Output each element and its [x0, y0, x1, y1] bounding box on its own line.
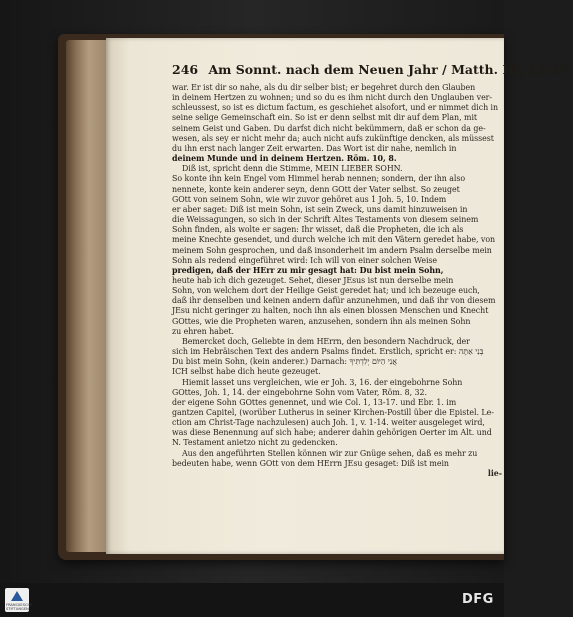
- page-text-body: [172, 83, 502, 539]
- text-line: daß ihr denselben und keinen andern dafür anzunehmen, und daß ihr von diesem: [172, 296, 496, 306]
- text-line: er aber saget: Diß ist mein Sohn, ist sein Zweck, uns damit hinzuweisen in: [172, 204, 468, 214]
- text-line: So konte ihn kein Engel vom Himmel herab nennen; sondern, der ihn also: [172, 174, 466, 184]
- text-line: bedeuten habe, wenn GOtt von dem HErrn JEsu gesaget: Diß ist mein: [172, 458, 449, 468]
- text-line: meinem Sohn gesprochen, und daß insonderheit im andern Psalm derselbe mein: [172, 245, 492, 255]
- text-line: nennete, konte kein anderer seyn, denn GOtt der Vater selbst. So zeuget: [172, 184, 460, 194]
- text-line: heute hab ich dich gezeuget. Sehet, dieser JEsus ist nun derselbe mein: [172, 275, 454, 285]
- text-line: Bemercket doch, Geliebte in dem HErrn, den besondern Nachdruck, der: [182, 336, 470, 346]
- text-line: Du bist mein Sohn, (kein anderer.) Darnach: אֲנִי הַיּוֹם יְלִדְתִּיךָ: [172, 357, 397, 367]
- text-line: ICH selbst habe dich heute gezeuget.: [172, 367, 321, 377]
- dfg-logo: DFG: [462, 592, 494, 607]
- text-line: GOttes, wie die Propheten waren, anzusehen, sondern ihn als meinen Sohn: [172, 316, 471, 326]
- text-line: seine selige Gemeinschaft ein. So ist er denn selbst mit dir auf dem Plan, mit: [172, 113, 478, 123]
- text-line: wesen, als sey er nicht mehr da; auch nicht aufs zukünftige dencken, als müssest: [172, 133, 494, 143]
- text-line: meine Knechte gesendet, und durch welche ich mit den Vätern geredet habe, von: [172, 235, 496, 245]
- text-line: Sohn finden, als wolte er sagen: Ihr wisset, daß die Propheten, die ich als: [172, 225, 464, 235]
- viewer-footer-bar: [0, 583, 504, 617]
- text-line: seinem Geist und Gaben. Du darfst dich nicht bekümmern, daß er schon da ge-: [172, 123, 486, 133]
- running-header: [172, 62, 573, 82]
- text-line: GOtt von seinem Sohn, wie wir zuvor gehöret aus 1 Joh. 5, 10. Indem: [172, 194, 447, 204]
- text-line: Sohn, von welchem dort der Heilige Geist geredet hat; und ich bezeuge euch,: [172, 286, 480, 296]
- text-line: deinem Munde und in deinem Hertzen. Röm. 10, 8.: [172, 154, 397, 164]
- text-line: Diß ist, spricht denn die Stimme, MEIN LIEBER SOHN.: [182, 164, 403, 174]
- text-line: war. Er ist dir so nahe, als du dir selber bist; er begehret durch den Glauben: [172, 83, 476, 92]
- text-line: Sohn als redend eingeführet wird: Ich will von einer solchen Weise: [172, 255, 438, 265]
- text-line: GOttes, Joh. 1, 14. der eingebohrne Sohn vom Vater, Röm. 8, 32.: [172, 387, 427, 397]
- text-line: in deinem Hertzen zu wohnen; und so du es ihm nicht durch den Unglauben ver-: [172, 93, 493, 103]
- text-line: schleussest, so ist es dictum factum, es geschiehet alsofort, und er nimmet dich in: [172, 103, 499, 113]
- running-head-title: Am Sonnt. nach dem Neuen Jahr / Matth. III, 13-17.: [208, 62, 573, 77]
- text-line: du ihn erst nach langer Zeit erwarten. Das Wort ist dir nahe, nemlich in: [172, 143, 457, 153]
- text-line: ction am Christ-Tage nachzulesen) auch Joh. 1, v. 1-14. weiter ausgeleget wird,: [172, 418, 485, 428]
- text-line: die Weissagungen, so sich in der Schrift Altes Testaments von diesem seinem: [172, 215, 479, 225]
- text-line: Hiemit lasset uns vergleichen, wie er Joh. 3, 16. der eingebohrne Sohn: [182, 377, 463, 387]
- text-line: zu ehren habet.: [172, 326, 234, 336]
- text-line: gantzen Capitel, (worüber Lutherus in seiner Kirchen-Postill über die Epistel. Le-: [172, 408, 494, 417]
- text-line: der eigene Sohn GOttes genennet, und wie Col. 1, 13-17. und Ebr. 1. im: [172, 397, 457, 407]
- text-line: predigen, daß der HErr zu mir gesagt hat: Du bist mein Sohn,: [172, 265, 444, 275]
- text-line: JEsu nicht geringer zu halten, noch ihn als einen blossen Menschen und Knecht: [172, 306, 489, 316]
- text-line: was diese Benennung auf sich habe; anderer dahin gehörigen Oerter im Alt. und: [172, 428, 492, 438]
- book-page-edges: [66, 40, 108, 552]
- text-line: sich im Hebräischen Text des andern Psalms findet. Erstlich, spricht er: בְּנִי אַתָּה: [172, 347, 484, 357]
- book-page: [106, 38, 573, 554]
- text-line: N. Testament anietzo nicht zu gedencken.: [172, 438, 338, 448]
- text-line: lie-: [487, 468, 502, 478]
- franckesche-stiftungen-logo-icon: FRANCKESCHE STIFTUNGEN: [5, 588, 29, 612]
- page-number: 246: [172, 62, 199, 77]
- text-line: Aus den angeführten Stellen können wir zur Gnüge sehen, daß es mehr zu: [182, 448, 478, 458]
